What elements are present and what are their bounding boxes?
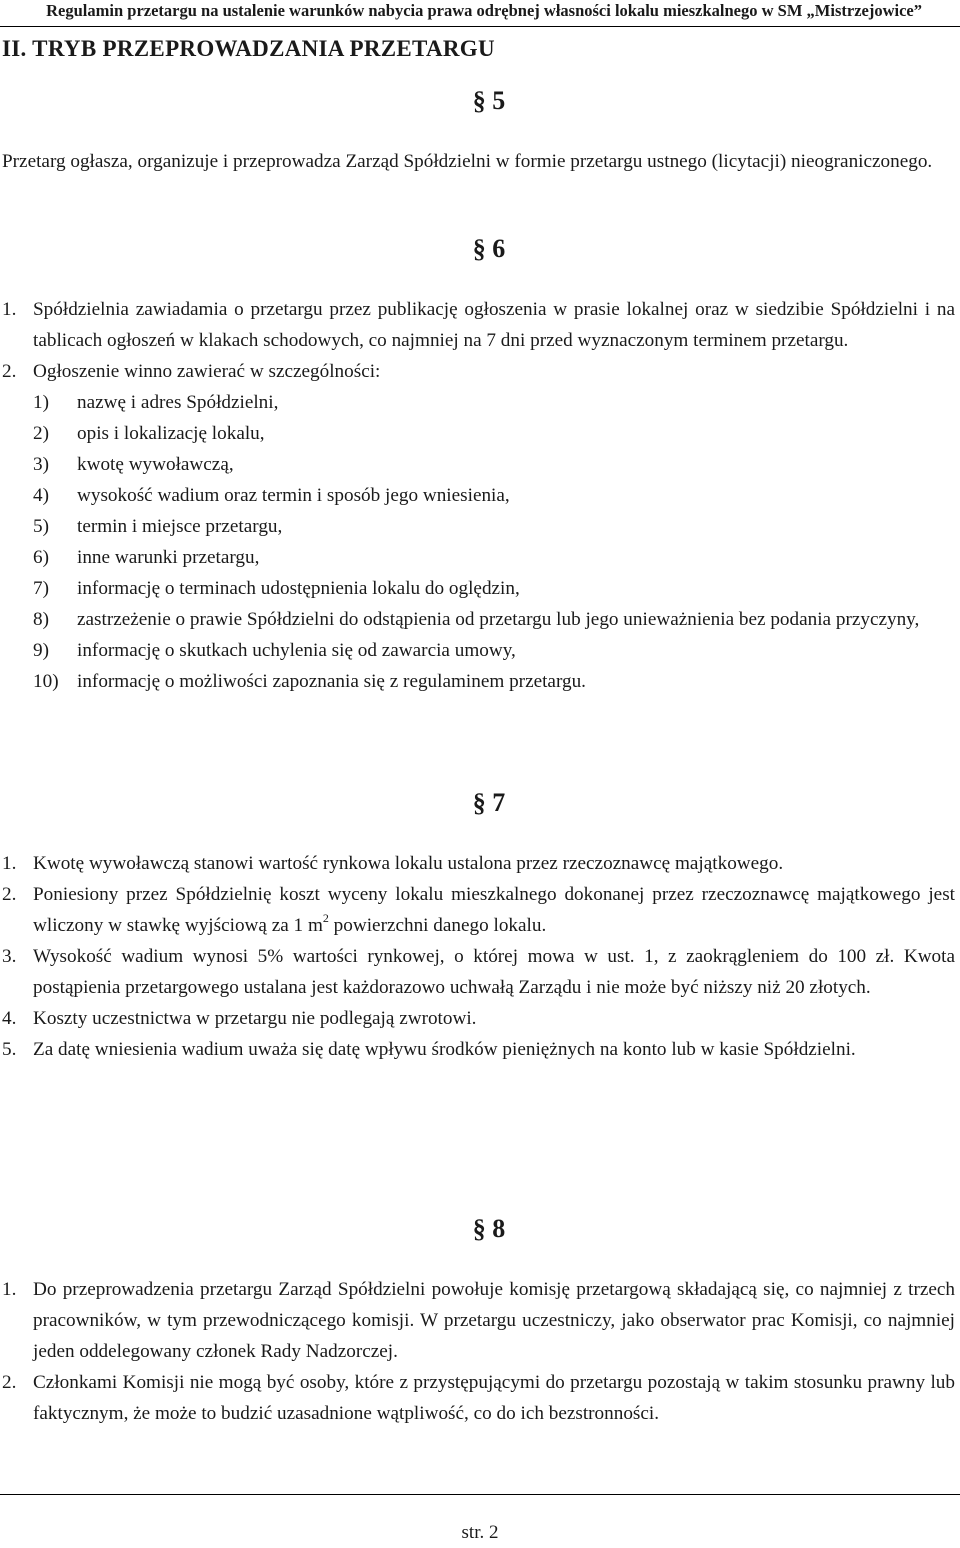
point-text: Za datę wniesienia wadium uważa się datę wpływu środków pieniężnych na konto lub w kasie Spółdzielni. [33,1039,856,1060]
section-7-body [2,848,955,1065]
item-number: 2) [33,423,49,444]
item-text: informację o możliwości zapoznania się z regulaminem przetargu. [77,671,586,692]
item-number: 7) [33,578,49,599]
section-7-point-5 [2,1034,955,1065]
point-text: Ogłoszenie winno zawierać w szczególności: [33,361,381,382]
point-number: 1. [2,1279,17,1300]
section-6-heading: § 6 [472,234,506,263]
list-item [33,480,955,511]
item-number: 9) [33,640,49,661]
section-8-heading: § 8 [472,1214,506,1243]
section-7-heading: § 7 [472,788,506,817]
list-item [33,387,955,418]
section-6-point-1 [2,294,955,356]
item-text: inne warunki przetargu, [77,547,260,568]
list-item [33,542,955,573]
list-item [33,666,955,697]
footer-divider [0,1494,960,1495]
item-number: 3) [33,454,49,475]
item-text: termin i miejsce przetargu, [77,516,283,537]
point-text [33,879,955,941]
item-text: kwotę wywoławczą, [77,454,234,475]
superscript: 2 [322,910,329,925]
section-7-point-3 [2,941,955,1003]
item-text: opis i lokalizację lokalu, [77,423,265,444]
point-text: Członkami Komisji nie mogą być osoby, które z przystępującymi do przetargu pozostają w takim stosunku prawny lub faktycznym, że może to budzić uzasadnione wątpliwość, co do ich bezstronności. [33,1372,955,1424]
section-7-point-2 [2,879,955,941]
list-item [33,635,955,666]
section-7-point-4 [2,1003,955,1034]
section-8-point-2 [2,1367,955,1429]
item-number: 10) [33,671,59,692]
section-5-text: Przetarg ogłasza, organizuje i przeprowadza Zarząd Spółdzielni w formie przetargu ustnego (licytacji) nieograniczonego. [2,151,933,172]
section-8-body [2,1274,955,1429]
list-item [33,449,955,480]
list-item [33,418,955,449]
point-text: Koszty uczestnictwa w przetargu nie podlegają zwrotowi. [33,1008,477,1029]
item-text: zastrzeżenie o prawie Spółdzielni do odstąpienia od przetargu lub jego unieważnienia bez podania przyczyny, [77,609,920,630]
item-number: 5) [33,516,49,537]
point-number: 2. [2,361,17,382]
running-header: Regulamin przetargu na ustalenie warunków nabycia prawa odrębnej własności lokalu mieszkalnego w SM „Mistrzejowice” [0,0,960,27]
point-number: 1. [2,853,17,874]
item-text: wysokość wadium oraz termin i sposób jego wniesienia, [77,485,510,506]
item-text: informację o terminach udostępnienia lokalu do oględzin, [77,578,520,599]
point-text: Wysokość wadium wynosi 5% wartości rynkowej, o której mowa w ust. 1, z zaokrągleniem do 100 zł. Kwota postąpienia przetargowego ustalana jest każdorazowo uchwałą Zarządu i nie może być niższy niż 20 złotych. [33,946,955,998]
section-5-heading: § 5 [472,86,506,115]
point-text-a: Poniesiony przez Spółdzielnię koszt wyceny lokalu mieszkalnego dokonanej przez rzeczoznawcę majątkowego jest wliczony w stawkę wyjściową za 1 m [33,884,955,936]
section-6-point-2 [2,356,955,387]
point-text: Spółdzielnia zawiadamia o przetargu przez publikację ogłoszenia w prasie lokalnej oraz w siedzibie Spółdzielni i na tablicach ogłoszeń w klakach schodowych, co najmniej na 7 dni przed wyznaczonym terminem przetargu. [33,299,955,351]
item-text: informację o skutkach uchylenia się od zawarcia umowy, [77,640,516,661]
item-number: 6) [33,547,49,568]
point-number: 3. [2,946,17,967]
section-7-point-1 [2,848,955,879]
item-text: nazwę i adres Spółdzielni, [77,392,279,413]
point-number: 4. [2,1008,17,1029]
section-8-point-1 [2,1274,955,1367]
point-number: 5. [2,1039,17,1060]
item-number: 8) [33,609,49,630]
point-number: 1. [2,299,17,320]
list-item [33,573,955,604]
page-number: str. 2 [461,1522,499,1543]
point-text-b: powierzchni danego lokalu. [328,915,547,936]
section-6-body [2,294,955,697]
point-text: Kwotę wywoławczą stanowi wartość rynkowa lokalu ustalona przez rzeczoznawcę majątkowego. [33,853,784,874]
chapter-title: II. TRYB PRZEPROWADZANIA PRZETARGU [2,36,495,61]
list-item [33,604,955,635]
item-number: 4) [33,485,49,506]
item-number: 1) [33,392,49,413]
point-text: Do przeprowadzenia przetargu Zarząd Spółdzielni powołuje komisję przetargową składającą się, co najmniej z trzech pracowników, w tym przewodniczącego komisji. W przetargu uczestniczy, jako obserwator prac Komisji, co najmniej jeden oddelegowany członek Rady Nadzorczej. [33,1279,955,1362]
point-number: 2. [2,1372,17,1393]
point-number: 2. [2,884,17,905]
list-item [33,511,955,542]
